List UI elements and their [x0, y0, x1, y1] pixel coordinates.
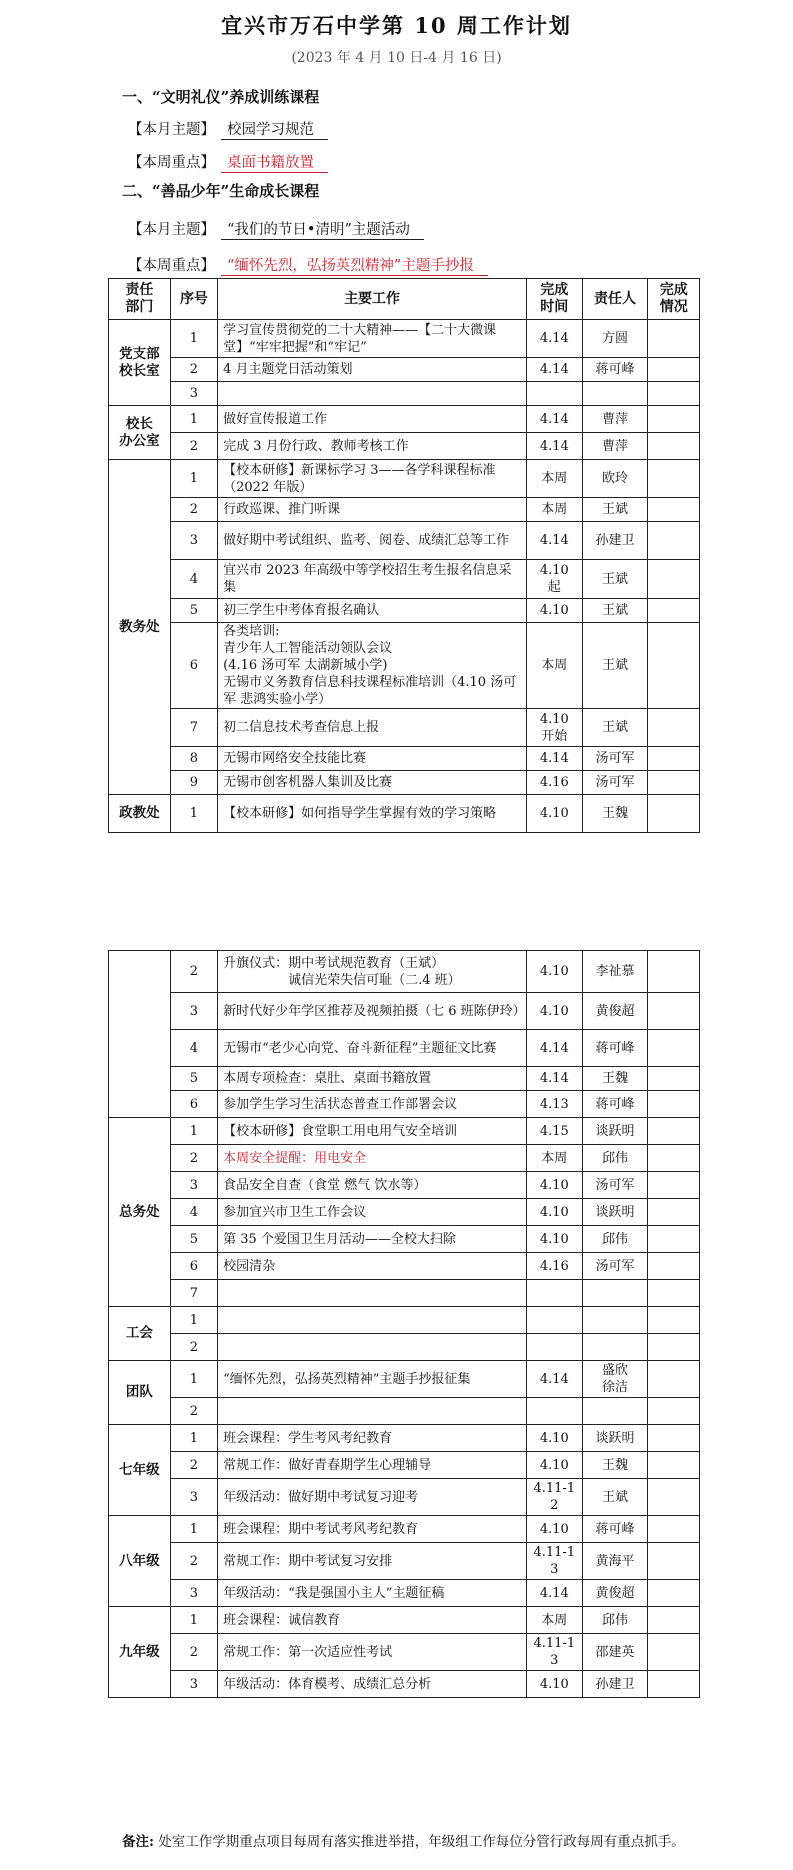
- work-item-cell: [218, 1334, 527, 1361]
- completion-status-cell: [648, 433, 700, 460]
- completion-status-cell: [648, 1172, 700, 1199]
- completion-time-cell: 4.14: [527, 433, 583, 460]
- work-item-cell: 【校本研修】新课标学习 3——各学科课程标准（2022 年版）: [218, 460, 527, 498]
- completion-status-cell: [648, 406, 700, 433]
- header-responsible-person: 责任人: [582, 279, 648, 320]
- completion-time-cell: 4.10: [527, 993, 583, 1030]
- row-number-cell: 7: [170, 709, 217, 747]
- completion-time-cell: 本周: [527, 460, 583, 498]
- completion-time-cell: 本周: [527, 1145, 583, 1172]
- work-item-cell: 无锡市网络安全技能比赛: [218, 747, 527, 771]
- table-row: [109, 795, 700, 833]
- responsible-person-cell: 李祉慕: [582, 951, 648, 993]
- work-item-cell: 年级活动：“我是强国小主人”主题征稿: [218, 1580, 527, 1607]
- work-item-cell: 常规工作：第一次适应性考试: [218, 1634, 527, 1671]
- row-number-cell: 1: [170, 406, 217, 433]
- responsible-person-cell: 王斌: [582, 599, 648, 623]
- section-1-week-focus: [128, 151, 328, 173]
- row-number-cell: 3: [170, 522, 217, 560]
- header-department: 责任 部门: [109, 279, 171, 320]
- table-row: [109, 406, 700, 433]
- work-plan-table-part-1: [108, 278, 700, 833]
- work-item-cell: 无锡市创客机器人集训及比赛: [218, 771, 527, 795]
- table-row: [109, 1280, 700, 1307]
- work-item-cell: 做好宣传报道工作: [218, 406, 527, 433]
- completion-status-cell: [648, 623, 700, 709]
- row-number-cell: 7: [170, 1280, 217, 1307]
- row-number-cell: 1: [170, 460, 217, 498]
- work-item-cell: 本周安全提醒：用电安全: [218, 1145, 527, 1172]
- work-item-cell: 无锡市“老少心向党、奋斗新征程”主题征文比赛: [218, 1030, 527, 1067]
- work-item-cell: 做好期中考试组织、监考、阅卷、成绩汇总等工作: [218, 522, 527, 560]
- work-item-cell: [218, 382, 527, 406]
- row-number-cell: 1: [170, 1307, 217, 1334]
- completion-status-cell: [648, 1580, 700, 1607]
- department-cell: 团队: [109, 1361, 171, 1425]
- row-number-cell: 4: [170, 1199, 217, 1226]
- completion-time-cell: 4.16: [527, 771, 583, 795]
- responsible-person-cell: 谈跃明: [582, 1425, 648, 1452]
- completion-time-cell: 4.10: [527, 1199, 583, 1226]
- work-item-cell: 班会课程：诚信教育: [218, 1607, 527, 1634]
- month-theme-label: 【本月主题】: [128, 222, 215, 238]
- completion-status-cell: [648, 1361, 700, 1398]
- completion-time-cell: 4.10: [527, 795, 583, 833]
- table-row: [109, 1145, 700, 1172]
- completion-status-cell: [648, 1671, 700, 1698]
- row-number-cell: 5: [170, 1226, 217, 1253]
- responsible-person-cell: 王魏: [582, 795, 648, 833]
- table-row: [109, 993, 700, 1030]
- header-number: 序号: [170, 279, 217, 320]
- week-focus-label: 【本周重点】: [128, 258, 215, 274]
- responsible-person-cell: 黄俊超: [582, 1580, 648, 1607]
- table-row: [109, 1030, 700, 1067]
- month-theme-label: 【本月主题】: [128, 122, 215, 138]
- table-row: [109, 1452, 700, 1479]
- completion-time-cell: 4.10 起: [527, 560, 583, 599]
- completion-time-cell: 本周: [527, 623, 583, 709]
- completion-time-cell: [527, 1307, 583, 1334]
- work-item-cell: 升旗仪式：期中考试规范教育（王斌） 诚信光荣失信可耻（二.4 班）: [218, 951, 527, 993]
- completion-time-cell: 4.10: [527, 1172, 583, 1199]
- completion-time-cell: 本周: [527, 1607, 583, 1634]
- completion-time-cell: 4.15: [527, 1118, 583, 1145]
- completion-status-cell: [648, 1091, 700, 1118]
- responsible-person-cell: 邱伟: [582, 1607, 648, 1634]
- month-theme-value: “我们的节日•清明”主题活动: [221, 218, 424, 240]
- completion-time-cell: 4.10: [527, 1452, 583, 1479]
- work-item-cell: 常规工作：做好青春期学生心理辅导: [218, 1452, 527, 1479]
- work-item-cell: 校园清杂: [218, 1253, 527, 1280]
- row-number-cell: 2: [170, 1452, 217, 1479]
- responsible-person-cell: 谈跃明: [582, 1199, 648, 1226]
- row-number-cell: 2: [170, 1543, 217, 1580]
- completion-status-cell: [648, 1118, 700, 1145]
- work-item-cell: 宜兴市 2023 年高级中等学校招生考生报名信息采集: [218, 560, 527, 599]
- table-row: [109, 623, 700, 709]
- table-row: [109, 320, 700, 358]
- row-number-cell: 5: [170, 1067, 217, 1091]
- responsible-person-cell: 孙建卫: [582, 1671, 648, 1698]
- row-number-cell: 3: [170, 1172, 217, 1199]
- responsible-person-cell: 王魏: [582, 1067, 648, 1091]
- completion-time-cell: 4.10: [527, 1425, 583, 1452]
- responsible-person-cell: 蒋可峰: [582, 358, 648, 382]
- responsible-person-cell: 王魏: [582, 1452, 648, 1479]
- header-main-work: 主要工作: [218, 279, 527, 320]
- responsible-person-cell: 黄俊超: [582, 993, 648, 1030]
- completion-time-cell: 4.10: [527, 599, 583, 623]
- table-row: [109, 1172, 700, 1199]
- table-row: [109, 498, 700, 522]
- row-number-cell: 1: [170, 1607, 217, 1634]
- completion-status-cell: [648, 951, 700, 993]
- completion-status-cell: [648, 1634, 700, 1671]
- completion-status-cell: [648, 795, 700, 833]
- date-range: (2023 年 4 月 10 日-4 月 16 日): [291, 50, 502, 66]
- row-number-cell: 1: [170, 795, 217, 833]
- work-item-cell: 常规工作：期中考试复习安排: [218, 1543, 527, 1580]
- responsible-person-cell: 王斌: [582, 498, 648, 522]
- completion-status-cell: [648, 522, 700, 560]
- work-item-cell: 初三学生中考体育报名确认: [218, 599, 527, 623]
- week-focus-value: 桌面书籍放置: [221, 151, 328, 173]
- completion-status-cell: [648, 1199, 700, 1226]
- table-row: [109, 599, 700, 623]
- completion-status-cell: [648, 1425, 700, 1452]
- completion-status-cell: [648, 993, 700, 1030]
- table-row: [109, 1307, 700, 1334]
- table-row: [109, 1067, 700, 1091]
- table-row: [109, 1253, 700, 1280]
- completion-time-cell: 4.10: [527, 1226, 583, 1253]
- week-focus-value: “缅怀先烈，弘扬英烈精神”主题手抄报: [221, 254, 488, 276]
- responsible-person-cell: 孙建卫: [582, 522, 648, 560]
- responsible-person-cell: 黄海平: [582, 1543, 648, 1580]
- completion-status-cell: [648, 1280, 700, 1307]
- work-item-cell: 参加宜兴市卫生工作会议: [218, 1199, 527, 1226]
- table-row: [109, 1091, 700, 1118]
- table-row: [109, 1634, 700, 1671]
- note-label: 备注:: [122, 1834, 154, 1850]
- work-item-cell: 初二信息技术考查信息上报: [218, 709, 527, 747]
- responsible-person-cell: 蒋可峰: [582, 1030, 648, 1067]
- completion-time-cell: 4.11-1 3: [527, 1543, 583, 1580]
- row-number-cell: 3: [170, 993, 217, 1030]
- table-row: [109, 1199, 700, 1226]
- table-row: [109, 1398, 700, 1425]
- completion-time-cell: 4.10: [527, 951, 583, 993]
- row-number-cell: 2: [170, 951, 217, 993]
- table-row: [109, 747, 700, 771]
- responsible-person-cell: 蒋可峰: [582, 1516, 648, 1543]
- completion-time-cell: 4.13: [527, 1091, 583, 1118]
- completion-time-cell: 本周: [527, 498, 583, 522]
- responsible-person-cell: [582, 1398, 648, 1425]
- row-number-cell: 3: [170, 382, 217, 406]
- section-2-week-focus: [128, 254, 488, 276]
- completion-status-cell: [648, 1253, 700, 1280]
- department-cell: 政教处: [109, 795, 171, 833]
- week-focus-label: 【本周重点】: [128, 155, 215, 171]
- completion-time-cell: 4.14: [527, 1580, 583, 1607]
- department-cell: 七年级: [109, 1425, 171, 1516]
- department-cell: 教务处: [109, 460, 171, 795]
- work-item-cell: 年级活动：体育模考、成绩汇总分析: [218, 1671, 527, 1698]
- work-plan-table-part-2: [108, 950, 700, 1698]
- responsible-person-cell: [582, 1280, 648, 1307]
- section-2-heading: 二、“善品少年”生命成长课程: [122, 182, 320, 200]
- responsible-person-cell: [582, 1307, 648, 1334]
- work-item-cell: “缅怀先烈，弘扬英烈精神”主题手抄报征集: [218, 1361, 527, 1398]
- responsible-person-cell: 王斌: [582, 623, 648, 709]
- note-text: 处室工作学期重点项目每周有落实推进举措，年级组工作每位分管行政每周有重点抓手。: [158, 1834, 685, 1850]
- completion-status-cell: [648, 382, 700, 406]
- department-cell: 八年级: [109, 1516, 171, 1607]
- table-row: [109, 1361, 700, 1398]
- completion-time-cell: 4.14: [527, 1361, 583, 1398]
- footnote: [122, 1832, 702, 1853]
- table-row: [109, 1118, 700, 1145]
- table-row: [109, 1479, 700, 1516]
- row-number-cell: 1: [170, 320, 217, 358]
- completion-status-cell: [648, 320, 700, 358]
- header-completion-time: 完成 时间: [527, 279, 583, 320]
- work-item-cell: [218, 1307, 527, 1334]
- work-item-cell: 班会课程：学生考风考纪教育: [218, 1425, 527, 1452]
- row-number-cell: 2: [170, 358, 217, 382]
- row-number-cell: 2: [170, 433, 217, 460]
- completion-status-cell: [648, 1398, 700, 1425]
- work-item-cell: 【校本研修】如何指导学生掌握有效的学习策略: [218, 795, 527, 833]
- completion-time-cell: 4.10: [527, 1671, 583, 1698]
- responsible-person-cell: 王斌: [582, 709, 648, 747]
- work-item-cell: 4 月主题党日活动策划: [218, 358, 527, 382]
- completion-status-cell: [648, 498, 700, 522]
- month-theme-value: 校园学习规范: [221, 118, 328, 140]
- completion-time-cell: 4.14: [527, 747, 583, 771]
- completion-status-cell: [648, 709, 700, 747]
- row-number-cell: 9: [170, 771, 217, 795]
- responsible-person-cell: 汤可军: [582, 747, 648, 771]
- responsible-person-cell: 汤可军: [582, 1253, 648, 1280]
- completion-status-cell: [648, 460, 700, 498]
- section-2-month-theme: [128, 218, 424, 240]
- row-number-cell: 3: [170, 1580, 217, 1607]
- row-number-cell: 5: [170, 599, 217, 623]
- completion-status-cell: [648, 1543, 700, 1580]
- table-row: [109, 560, 700, 599]
- completion-status-cell: [648, 747, 700, 771]
- row-number-cell: 2: [170, 1145, 217, 1172]
- row-number-cell: 6: [170, 1253, 217, 1280]
- table-row: [109, 1226, 700, 1253]
- completion-status-cell: [648, 1067, 700, 1091]
- row-number-cell: 2: [170, 498, 217, 522]
- department-cell: 工会: [109, 1307, 171, 1361]
- responsible-person-cell: 方圆: [582, 320, 648, 358]
- completion-status-cell: [648, 1030, 700, 1067]
- responsible-person-cell: 谈跃明: [582, 1118, 648, 1145]
- responsible-person-cell: [582, 382, 648, 406]
- responsible-person-cell: 王斌: [582, 560, 648, 599]
- row-number-cell: 6: [170, 1091, 217, 1118]
- table-row: [109, 771, 700, 795]
- row-number-cell: 3: [170, 1479, 217, 1516]
- completion-time-cell: 4.10: [527, 1516, 583, 1543]
- completion-time-cell: 4.14: [527, 522, 583, 560]
- table-row: [109, 1543, 700, 1580]
- table-row: [109, 460, 700, 498]
- work-item-cell: 班会课程：期中考试考风考纪教育: [218, 1516, 527, 1543]
- completion-time-cell: 4.14: [527, 320, 583, 358]
- completion-status-cell: [648, 1145, 700, 1172]
- table-row: [109, 709, 700, 747]
- department-cell: 党支部 校长室: [109, 320, 171, 406]
- work-item-cell: 行政巡课、推门听课: [218, 498, 527, 522]
- work-item-cell: 参加学生学习生活状态普查工作部署会议: [218, 1091, 527, 1118]
- work-item-cell: 学习宣传贯彻党的二十大精神——【二十大微课堂】“牢牢把握”和“牢记”: [218, 320, 527, 358]
- table-row: [109, 433, 700, 460]
- responsible-person-cell: 曹萍: [582, 433, 648, 460]
- row-number-cell: 8: [170, 747, 217, 771]
- work-item-cell: 年级活动：做好期中考试复习迎考: [218, 1479, 527, 1516]
- completion-time-cell: 4.14: [527, 358, 583, 382]
- completion-status-cell: [648, 1516, 700, 1543]
- table-row: [109, 1425, 700, 1452]
- responsible-person-cell: 邱伟: [582, 1226, 648, 1253]
- responsible-person-cell: 汤可军: [582, 771, 648, 795]
- completion-status-cell: [648, 1607, 700, 1634]
- table-row: [109, 1580, 700, 1607]
- work-item-cell: [218, 1398, 527, 1425]
- page-title: 宜兴市万石中学第 10 周工作计划: [221, 13, 572, 38]
- completion-status-cell: [648, 599, 700, 623]
- responsible-person-cell: 曹萍: [582, 406, 648, 433]
- table-row: [109, 358, 700, 382]
- work-item-cell: 第 35 个爱国卫生月活动——全校大扫除: [218, 1226, 527, 1253]
- completion-time-cell: 4.10 开始: [527, 709, 583, 747]
- row-number-cell: 1: [170, 1361, 217, 1398]
- work-item-cell: 各类培训: 青少年人工智能活动领队会议 (4.16 汤可军 太湖新城小学) 无锡市义务教育信息科技课程标准培训（4.10 汤可军 悲鸿实验小学）: [218, 623, 527, 709]
- table-row: [109, 1607, 700, 1634]
- responsible-person-cell: 盛欣 徐洁: [582, 1361, 648, 1398]
- department-cell: 九年级: [109, 1607, 171, 1698]
- responsible-person-cell: 邵建英: [582, 1634, 648, 1671]
- row-number-cell: 1: [170, 1516, 217, 1543]
- table-row: [109, 951, 700, 993]
- completion-status-cell: [648, 1307, 700, 1334]
- work-item-cell: 完成 3 月份行政、教师考核工作: [218, 433, 527, 460]
- completion-time-cell: 4.16: [527, 1253, 583, 1280]
- table-row: [109, 1671, 700, 1698]
- completion-status-cell: [648, 771, 700, 795]
- work-item-cell: 【校本研修】食堂职工用电用气安全培训: [218, 1118, 527, 1145]
- table-row: [109, 1334, 700, 1361]
- row-number-cell: 3: [170, 1671, 217, 1698]
- row-number-cell: 6: [170, 623, 217, 709]
- responsible-person-cell: 蒋可峰: [582, 1091, 648, 1118]
- row-number-cell: 2: [170, 1334, 217, 1361]
- responsible-person-cell: 汤可军: [582, 1172, 648, 1199]
- work-item-cell: 本周专项检查：桌肚、桌面书籍放置: [218, 1067, 527, 1091]
- responsible-person-cell: 王斌: [582, 1479, 648, 1516]
- work-item-cell: 新时代好少年学区推荐及视频拍摄（七 6 班陈伊玲）: [218, 993, 527, 1030]
- completion-status-cell: [648, 358, 700, 382]
- table-row: [109, 382, 700, 406]
- section-1-month-theme: [128, 118, 328, 140]
- completion-time-cell: [527, 1398, 583, 1425]
- work-item-cell: [218, 1280, 527, 1307]
- row-number-cell: 2: [170, 1634, 217, 1671]
- row-number-cell: 1: [170, 1118, 217, 1145]
- work-item-cell: 食品安全自查（食堂 燃气 饮水等）: [218, 1172, 527, 1199]
- completion-status-cell: [648, 1226, 700, 1253]
- completion-time-cell: [527, 1334, 583, 1361]
- completion-time-cell: 4.11-1 2: [527, 1479, 583, 1516]
- completion-time-cell: [527, 1280, 583, 1307]
- completion-time-cell: 4.14: [527, 1067, 583, 1091]
- header-completion-status: 完成 情况: [648, 279, 700, 320]
- completion-status-cell: [648, 1334, 700, 1361]
- completion-time-cell: [527, 382, 583, 406]
- department-cell: [109, 951, 171, 1118]
- department-cell: 校长 办公室: [109, 406, 171, 460]
- section-1-heading: 一、“文明礼仪”养成训练课程: [122, 88, 320, 106]
- row-number-cell: 4: [170, 560, 217, 599]
- completion-status-cell: [648, 1452, 700, 1479]
- completion-time-cell: 4.14: [527, 406, 583, 433]
- table-row: [109, 1516, 700, 1543]
- completion-time-cell: 4.11-1 3: [527, 1634, 583, 1671]
- row-number-cell: 4: [170, 1030, 217, 1067]
- responsible-person-cell: [582, 1334, 648, 1361]
- table-row: [109, 522, 700, 560]
- row-number-cell: 1: [170, 1425, 217, 1452]
- department-cell: 总务处: [109, 1118, 171, 1307]
- responsible-person-cell: 欧玲: [582, 460, 648, 498]
- table-header-row: [109, 279, 700, 320]
- responsible-person-cell: 邱伟: [582, 1145, 648, 1172]
- row-number-cell: 2: [170, 1398, 217, 1425]
- completion-status-cell: [648, 560, 700, 599]
- completion-status-cell: [648, 1479, 700, 1516]
- completion-time-cell: 4.14: [527, 1030, 583, 1067]
